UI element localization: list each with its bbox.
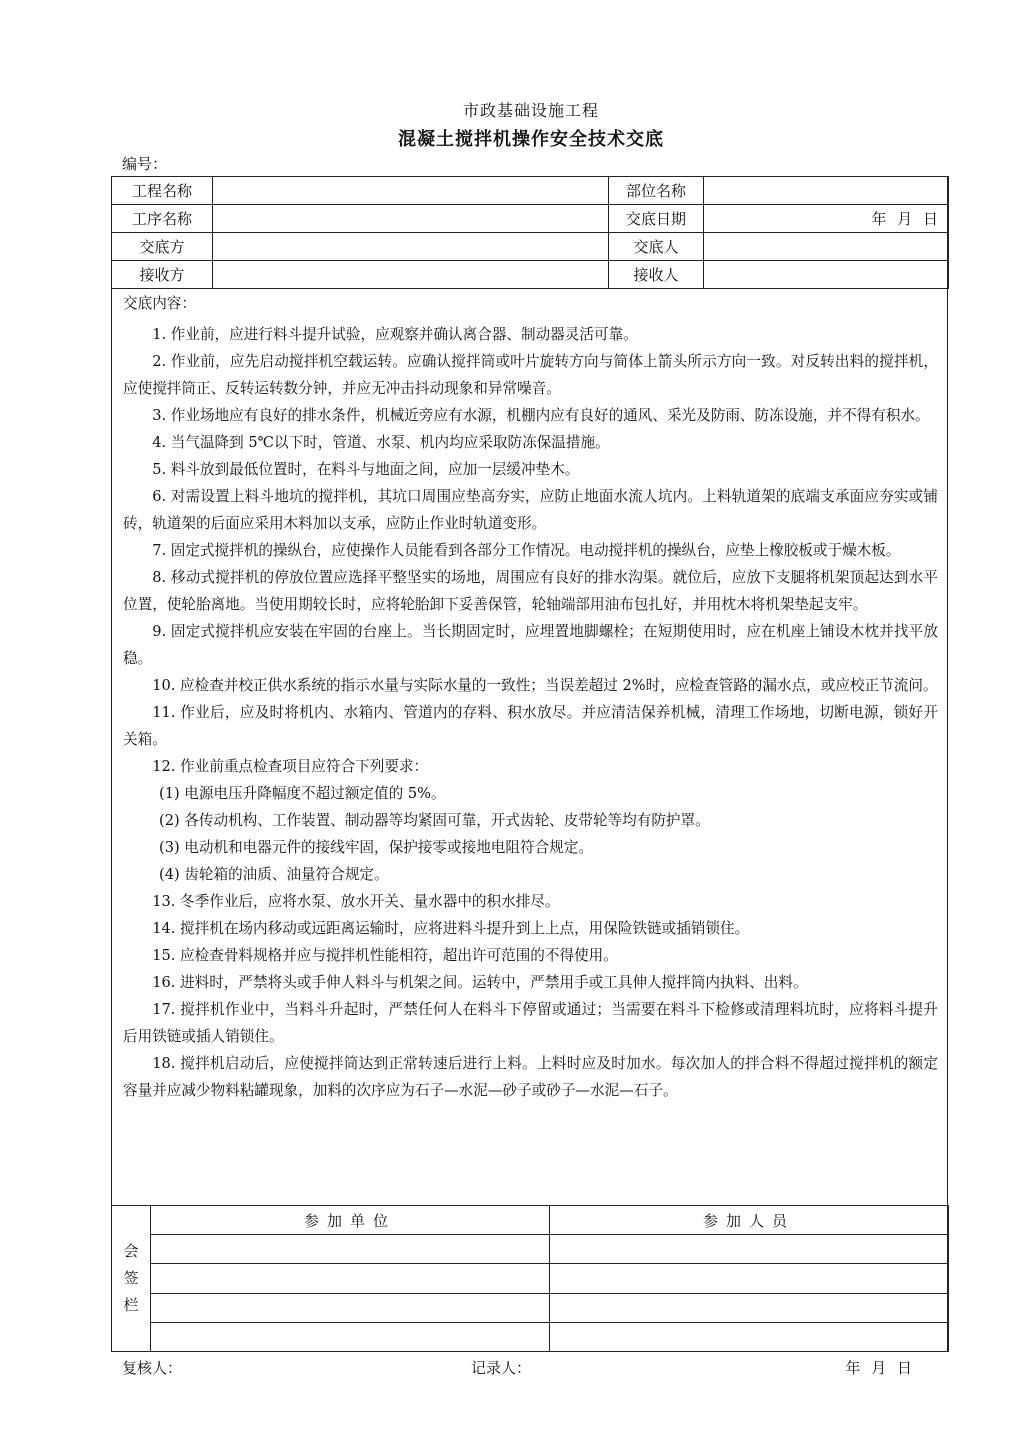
content-item: 15. 应检查骨料规格并应与搅拌机性能相符，超出许可范围的不得使用。: [152, 947, 618, 964]
receiver-field[interactable]: [213, 261, 609, 289]
receiver-person-label: 接收人: [609, 261, 704, 289]
person-header: 参加人员: [550, 1206, 949, 1235]
content-item: 2. 作业前，应先启动搅拌机空载运转。应确认搅拌筒或叶片旋转方向与简体上箭头所示方向一致。对反转出料的搅拌机，应使搅拌筒正、反转运转数分钟，并应无冲击抖动现象和异常噪音。: [123, 353, 938, 397]
serial-number-label: 编号：: [122, 155, 168, 173]
person-field[interactable]: [550, 1264, 949, 1293]
content-item: 13. 冬季作业后，应将水泵、放水开关、量水器中的积水排尽。: [152, 893, 560, 910]
content-item: 14. 搅拌机在场内移动或远距离运输时，应将进料斗提升到上上点，用保险铁链或插销锁住。: [152, 920, 750, 937]
document-category: 市政基础设施工程: [462, 101, 599, 120]
receiver-label: 接收方: [112, 261, 213, 289]
content-label: 交底内容：: [123, 295, 196, 312]
content-item: 5. 料斗放到最低位置时，在料斗与地面之间，应加一层缓冲垫木。: [152, 461, 580, 478]
unit-field[interactable]: [151, 1264, 550, 1293]
content-item: 4. 当气温降到 5℃以下时，管道、水泵、机内均应采取防冻保温措施。: [152, 434, 610, 451]
table-row: [112, 1206, 949, 1235]
content-subitem: (1) 电源电压升降幅度不超过额定值的 5%。: [159, 785, 446, 802]
issuer-person-field[interactable]: [704, 233, 949, 261]
unit-header: 参加单位: [151, 1206, 550, 1235]
content-item: 1. 作业前，应进行料斗提升试验，应观察并确认离合器、制动器灵活可靠。: [152, 326, 638, 343]
sign-section-label-text: 会 签 栏: [123, 1242, 139, 1314]
table-row: [112, 261, 949, 289]
content-item: 6. 对需设置上料斗地坑的搅拌机，其坑口周围应垫高夯实，应防止地面水流人坑内。上料轨道架的底端支承面应夯实或铺砖，轨道架的后面应采用木料加以支承，应防止作业时轨道变形。: [123, 488, 938, 532]
issuer-label: 交底方: [112, 233, 213, 261]
footer: [122, 1357, 912, 1379]
unit-field[interactable]: [151, 1322, 550, 1351]
content-section: [111, 291, 948, 1104]
content-subitem: (2) 各传动机构、工作装置、制动器等均紧固可靠，开式齿轮、皮带轮等均有防护罩。: [159, 812, 710, 829]
table-row: [112, 233, 949, 261]
receiver-person-field[interactable]: [704, 261, 949, 289]
table-row: [112, 1322, 949, 1351]
project-name-label: 工程名称: [112, 177, 213, 205]
sign-section-label: [112, 1206, 151, 1352]
content-item: 11. 作业后，应及时将机内、水箱内、管道内的存料、积水放尽。并应清洁保养机械，清理工作场地，切断电源，锁好开关箱。: [123, 704, 938, 748]
document-title: 混凝土搅拌机操作安全技术交底: [398, 129, 664, 150]
process-name-label: 工序名称: [112, 205, 213, 233]
person-field[interactable]: [550, 1235, 949, 1264]
content-item: 3. 作业场地应有良好的排水条件，机械近旁应有水源，机棚内应有良好的通风、采光及防雨、防冻设施，并不得有积水。: [152, 407, 930, 424]
reviewer-label: 复核人：: [122, 1359, 183, 1377]
recorder-label: 记录人：: [471, 1359, 532, 1377]
issuer-field[interactable]: [213, 233, 609, 261]
content-item: 17. 搅拌机作业中，当料斗升起时，严禁任何人在料斗下停留或通过；当需要在料斗下检修或清理料坑时，应将料斗提升后用铁链或插人销锁住。: [123, 1001, 938, 1045]
table-row: [112, 1235, 949, 1264]
unit-field[interactable]: [151, 1235, 550, 1264]
info-table: [111, 176, 949, 289]
project-name-field[interactable]: [213, 177, 609, 205]
date-field[interactable]: 年 月 日: [704, 205, 949, 233]
person-field[interactable]: [550, 1293, 949, 1322]
sign-table: [111, 1205, 949, 1352]
content-item: 10. 应检查并校正供水系统的指示水量与实际水量的一致性；当误差超过 2%时，应检查管路的漏水点，或应校正节流问。: [152, 677, 938, 694]
person-field[interactable]: [550, 1322, 949, 1351]
content-item: 9. 固定式搅拌机应安装在牢固的台座上。当长期固定时，应埋置地脚螺栓；在短期使用时，应在机座上铺设木枕并找平放稳。: [123, 623, 938, 667]
process-name-field[interactable]: [213, 205, 609, 233]
date-label: 交底日期: [609, 205, 704, 233]
table-row: [112, 1293, 949, 1322]
content-subitem: (3) 电动机和电器元件的接线牢固，保护接零或接地电阻符合规定。: [159, 839, 593, 856]
part-name-label: 部位名称: [609, 177, 704, 205]
content-item: 12. 作业前重点检查项目应符合下列要求：: [152, 758, 429, 775]
content-item: 16. 进料时，严禁将头或手伸人料斗与机架之间。运转中，严禁用手或工具伸人搅拌筒内执料、出料。: [152, 974, 808, 991]
table-row: [112, 205, 949, 233]
table-row: [112, 177, 949, 205]
footer-date: 年 月 日: [845, 1359, 912, 1377]
content-item: 18. 搅拌机启动后，应使搅拌筒达到正常转速后进行上料。上料时应及时加水。每次加人的拌合料不得超过搅拌机的额定容量并应减少物料粘罐现象，加料的次序应为石子—水泥—砂子或砂子—水泥—石子。: [123, 1055, 938, 1099]
content-item: 7. 固定式搅拌机的操纵台，应使操作人员能看到各部分工作情况。电动搅拌机的操纵台，应垫上橡胶板或于燥木板。: [152, 542, 901, 559]
table-row: [112, 1264, 949, 1293]
unit-field[interactable]: [151, 1293, 550, 1322]
content-item: 8. 移动式搅拌机的停放位置应选择平整坚实的场地，周围应有良好的排水沟渠。就位后，应放下支腿将机架顶起达到水平位置，使轮胎离地。当使用期较长时，应将轮胎卸下妥善保管，轮轴端部用油布包扎好，并用枕木将机架垫起支牢。: [123, 569, 938, 613]
content-subitem: (4) 齿轮箱的油质、油量符合规定。: [159, 866, 389, 883]
issuer-person-label: 交底人: [609, 233, 704, 261]
part-name-field[interactable]: [704, 177, 949, 205]
